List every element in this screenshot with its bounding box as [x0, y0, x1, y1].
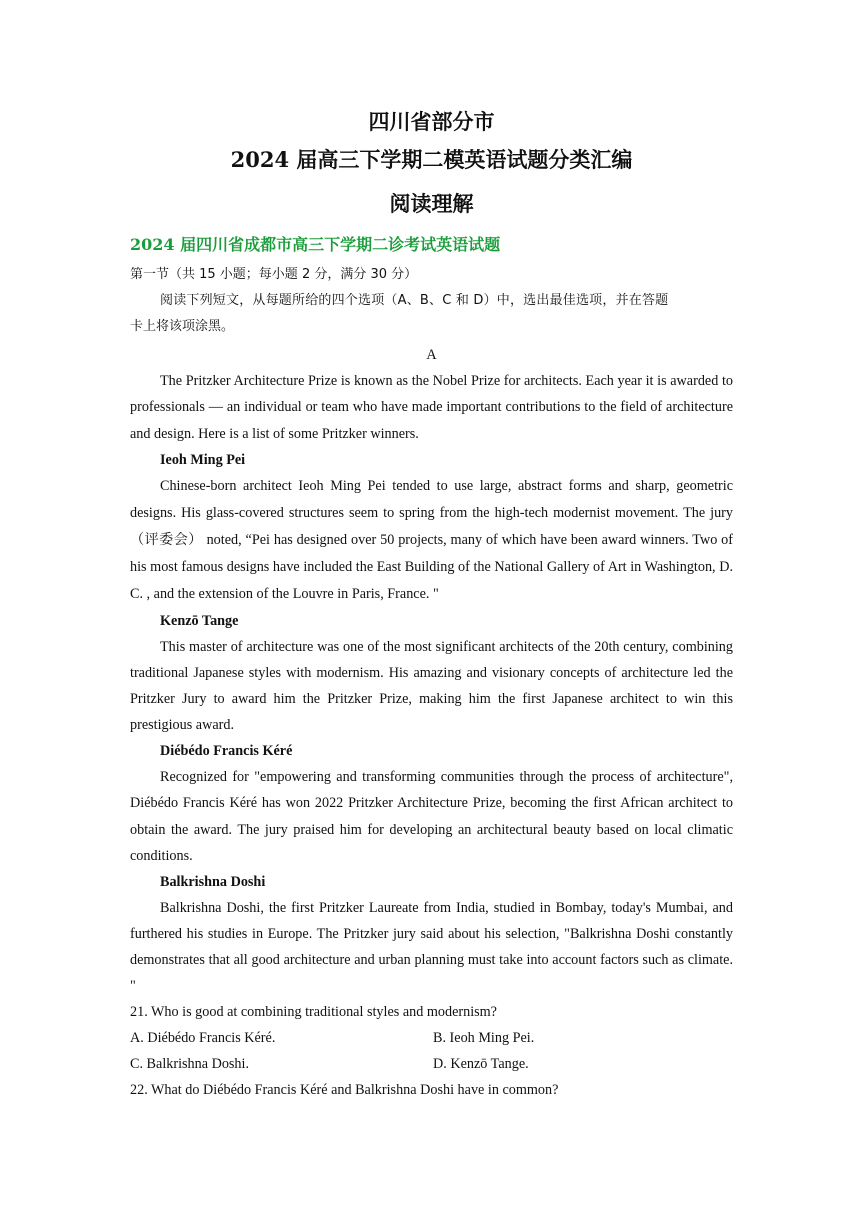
winner-name: Ieoh Ming Pei — [160, 451, 246, 468]
winner-name: Diébédo Francis Kéré — [160, 743, 293, 760]
option-row — [130, 1051, 733, 1077]
option-a[interactable]: A. Diébédo Francis Kéré. — [130, 1030, 276, 1047]
winner-description: This master of architecture was one of the most significant architects of the 20th century, combining traditional Japanese styles with modernism. His amazing and visionary concepts of architecture led the Pritzker Jury to award him the Pritzker Prize, making him the first Japanese architect to win this prestigious award. — [130, 638, 733, 734]
section-heading: 第一节（共 15 小题；每小题 2 分，满分 30 分） — [130, 267, 418, 282]
document-body — [130, 262, 733, 1104]
winner-description: Recognized for "empowering and transforming communities through the process of architecture", Diébédo Francis Kéré has won 2022 Pritzker Architecture Prize, becoming the first African architect to obtain the award. The jury praised him for developing an architectural beauty based on local climatic conditions. — [130, 769, 733, 864]
document-title-exam: 2024 届高三下学期二模英语试题分类汇编 — [230, 147, 633, 172]
option-b[interactable]: B. Ieoh Ming Pei. — [433, 1030, 535, 1047]
passage-label: A — [426, 347, 437, 364]
option-c[interactable]: C. Balkrishna Doshi. — [130, 1056, 250, 1073]
winner-description: Chinese-born architect Ieoh Ming Pei tended to use large, abstract forms and sharp, geometric designs. His glass-covered structures seem to spring from the high-tech modernist movement. The jury（评委会） noted, “Pei has designed over 50 projects, many of which have been award winners. Two of his most famous designs have included the East Building of the National Gallery of Art in Washington, D. C. , and the extension of the Louvre in Paris, France. " — [130, 477, 733, 602]
document-title-section: 阅读理解 — [389, 191, 474, 216]
instruction-line: 阅读下列短文，从每题所给的四个选项（A、B、C 和 D）中，选出最佳选项，并在答题 — [160, 293, 669, 309]
question-stem: 22. What do Diébédo Francis Kéré and Balkrishna Doshi have in common? — [130, 1082, 559, 1099]
winner-description: Balkrishna Doshi, the first Pritzker Laureate from India, studied in Bombay, today's Mumbai, and furthered his studies in Europe. The Pritzker jury said about his selection, "Balkrishna Doshi constantly demonstrates that all good architecture and urban planning must take into account factors such as climate. " — [130, 899, 733, 995]
question-stem: 21. Who is good at combining traditional styles and modernism? — [130, 1004, 497, 1021]
exam-source-heading: 2024 届四川省成都市高三下学期二诊考试英语试题 — [130, 235, 501, 254]
winner-name: Balkrishna Doshi — [160, 873, 266, 890]
instruction-line-cont: 卡上将该项涂黑。 — [130, 319, 235, 335]
option-row — [130, 1025, 733, 1051]
option-d[interactable]: D. Kenzō Tange. — [433, 1056, 529, 1073]
winner-name: Kenzō Tange — [160, 612, 239, 629]
passage-intro: The Pritzker Architecture Prize is known as the Nobel Prize for architects. Each year it is awarded to professionals — an individual or team who have made important contributions to the field of architecture and design. Here is a list of some Pritzker winners. — [130, 373, 733, 442]
document-title-region: 四川省部分市 — [368, 109, 495, 134]
